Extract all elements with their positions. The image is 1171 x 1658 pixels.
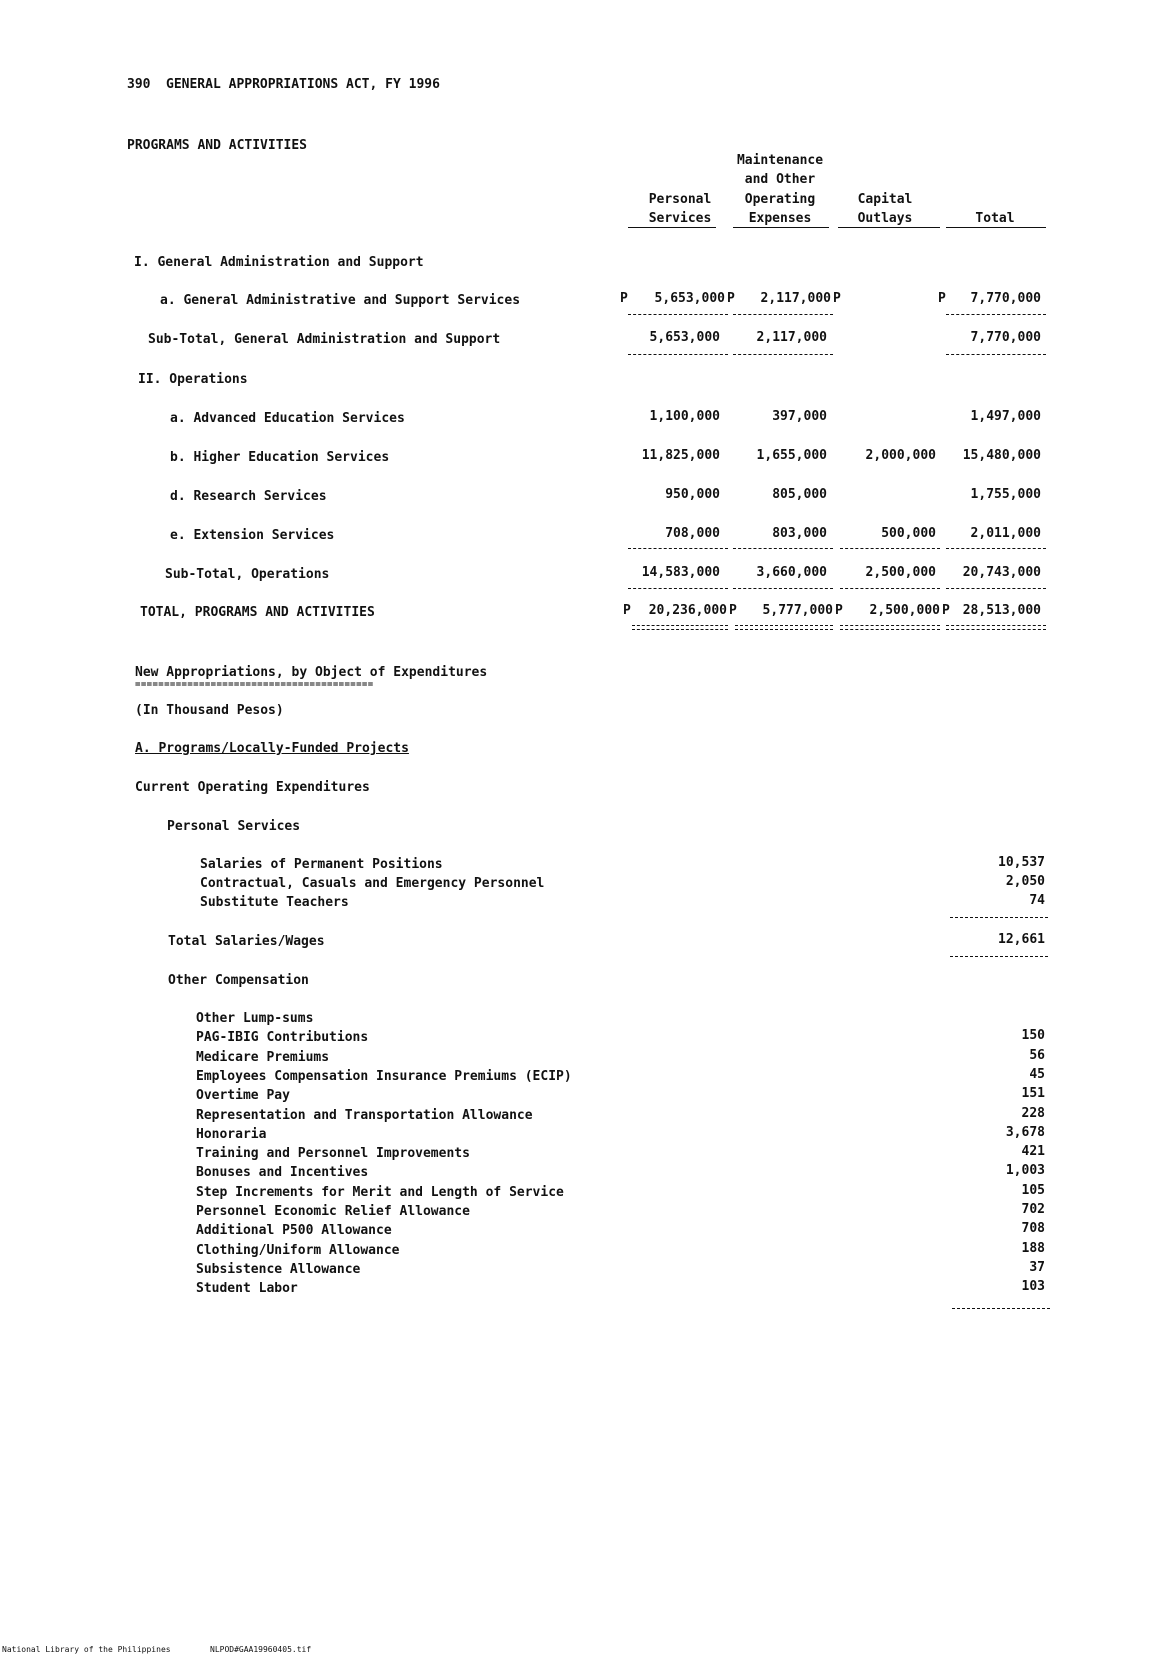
dashed-rule [946,314,1046,315]
other-compensation-heading: Other Compensation [168,973,309,988]
list-item-value: 708 [1021,1221,1045,1236]
peso-sign: P [833,291,841,306]
row-label: d. Research Services [170,489,327,504]
list-item-label: Personnel Economic Relief Allowance [196,1204,470,1219]
cell-total: 2,011,000 [970,526,1041,541]
cell-ps: 1,100,000 [649,409,720,424]
section-title: PROGRAMS AND ACTIVITIES [127,138,308,153]
list-item-label: PAG-IBIG Contributions [196,1030,369,1045]
list-item-value: 702 [1021,1202,1045,1217]
cell-co: 500,000 [881,526,936,541]
list-item-label: Substitute Teachers [200,895,349,910]
list-item-label: Employees Compensation Insurance Premiums (ECIP) [196,1069,572,1084]
list-item-value: 103 [1021,1279,1045,1294]
cell-total: 28,513,000 [962,603,1041,618]
peso-sign: P [835,603,843,618]
cell-co: 2,500,000 [869,603,940,618]
cell-ps: 5,653,000 [654,291,725,306]
cell-mooe: 2,117,000 [756,330,827,345]
list-item-value: 10,537 [998,855,1045,870]
dashed-rule [628,354,728,355]
row-value: 12,661 [998,932,1045,947]
list-item-label: Student Labor [196,1281,298,1296]
list-item-label: Bonuses and Incentives [196,1165,369,1180]
cell-co: 2,000,000 [865,448,936,463]
list-item-value: 2,050 [1005,874,1045,889]
peso-sign: P [942,603,950,618]
dashed-rule [628,548,728,549]
column-header-line: Operating [744,192,816,207]
peso-sign: P [623,603,631,618]
dashed-rule [840,548,940,549]
cell-mooe: 3,660,000 [756,565,827,580]
column-header-line: Outlays [857,211,913,226]
column-header-line: Personal [648,192,712,207]
row-label: TOTAL, PROGRAMS AND ACTIVITIES [140,605,375,620]
list-item-label: Medicare Premiums [196,1050,330,1065]
current-operating-heading: Current Operating Expenditures [135,780,370,795]
list-item-label: Representation and Transportation Allowance [196,1108,533,1123]
cell-total: 1,497,000 [970,409,1041,424]
list-item-value: 74 [1029,893,1045,908]
dashed-rule [950,917,1048,918]
column-header-line: and Other [744,172,816,187]
dashed-rule [950,956,1048,957]
row-label: Sub-Total, Operations [165,567,330,582]
title-rule: ========================================= [135,680,374,690]
cell-ps: 20,236,000 [648,603,727,618]
dashed-rule [946,588,1046,589]
cell-mooe: 397,000 [772,409,827,424]
list-item-label: Other Lump-sums [196,1011,314,1026]
column-header-line: Services [648,211,712,226]
list-item-label: Training and Personnel Improvements [196,1146,470,1161]
cell-mooe: 805,000 [772,487,827,502]
list-item-label: Salaries of Permanent Positions [200,857,443,872]
list-item-label: Subsistence Allowance [196,1262,361,1277]
dashed-rule [733,314,833,315]
double-rule [735,625,833,630]
list-item-value: 151 [1021,1086,1045,1101]
cell-ps: 11,825,000 [641,448,720,463]
peso-sign: P [938,291,946,306]
double-rule [632,625,728,630]
peso-sign: P [620,291,628,306]
cell-total: 20,743,000 [962,565,1041,580]
list-item-value: 188 [1021,1241,1045,1256]
section-a-heading: A. Programs/Locally-Funded Projects [135,741,409,756]
list-item-label: Additional P500 Allowance [196,1223,392,1238]
header-rule [628,227,716,228]
cell-mooe: 5,777,000 [762,603,833,618]
list-item-label: Overtime Pay [196,1088,290,1103]
list-item-value: 1,003 [1005,1163,1045,1178]
cell-ps: 950,000 [665,487,720,502]
cell-ps: 14,583,000 [641,565,720,580]
cell-mooe: 2,117,000 [760,291,831,306]
new-appropriations-title: New Appropriations, by Object of Expenditures [135,665,488,680]
double-rule [946,625,1046,630]
list-item-label: Honoraria [196,1127,267,1142]
dashed-rule [840,588,940,589]
header-rule [733,227,829,228]
row-label: Sub-Total, General Administration and Support [148,332,501,347]
list-item-value: 37 [1029,1260,1045,1275]
list-item-label: Contractual, Casuals and Emergency Personnel [200,876,545,891]
list-item-value: 3,678 [1005,1125,1045,1140]
dashed-rule [946,548,1046,549]
cell-total: 7,770,000 [970,291,1041,306]
header-rule [946,227,1046,228]
cell-total: 7,770,000 [970,330,1041,345]
dashed-rule [628,588,728,589]
group-heading-operations: II. Operations [138,372,248,387]
row-label: a. Advanced Education Services [170,411,405,426]
peso-sign: P [729,603,737,618]
list-item-value: 105 [1021,1183,1045,1198]
column-header-total: Total [975,211,1015,226]
column-header-line: Expenses [748,211,812,226]
cell-mooe: 803,000 [772,526,827,541]
list-item-value: 421 [1021,1144,1045,1159]
footer-library: National Library of the Philippines [2,1645,171,1654]
dashed-rule [952,1308,1050,1309]
dashed-rule [733,354,833,355]
personal-services-heading: Personal Services [167,819,301,834]
column-header-line: Maintenance [736,153,824,168]
cell-total: 1,755,000 [970,487,1041,502]
cell-ps: 708,000 [665,526,720,541]
dashed-rule [946,354,1046,355]
cell-ps: 5,653,000 [649,330,720,345]
cell-co: 2,500,000 [865,565,936,580]
row-label: Total Salaries/Wages [168,934,325,949]
dashed-rule [628,314,728,315]
list-item-value: 45 [1029,1067,1045,1082]
group-heading-general-admin: I. General Administration and Support [134,255,424,270]
list-item-value: 56 [1029,1048,1045,1063]
peso-sign: P [727,291,735,306]
running-title: GENERAL APPROPRIATIONS ACT, FY 1996 [166,77,440,92]
list-item-value: 150 [1021,1028,1045,1043]
row-label: e. Extension Services [170,528,335,543]
column-header-line: Capital [857,192,913,207]
list-item-label: Step Increments for Merit and Length of Service [196,1185,564,1200]
dashed-rule [733,548,833,549]
unit-note: (In Thousand Pesos) [135,703,284,718]
row-label: a. General Administrative and Support Services [160,293,521,308]
dashed-rule [733,588,833,589]
double-rule [840,625,940,630]
row-label: b. Higher Education Services [170,450,390,465]
page-number: 390 [127,77,151,92]
list-item-value: 228 [1021,1106,1045,1121]
footer-file: NLPOD#GAA19960405.tif [210,1645,312,1654]
header-rule [838,227,940,228]
cell-total: 15,480,000 [962,448,1041,463]
list-item-label: Clothing/Uniform Allowance [196,1243,400,1258]
cell-mooe: 1,655,000 [756,448,827,463]
